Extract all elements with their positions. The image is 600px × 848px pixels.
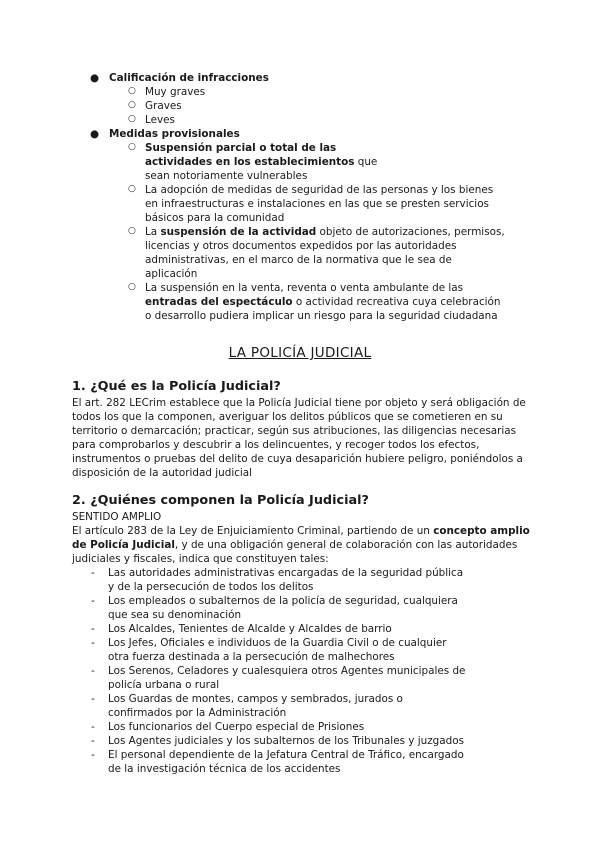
list-item — [0, 748, 468, 776]
list-item-text: objeto de autorizaciones, permisos, licencias y otros documentos expedidos por las autoridades administrativas, en el marco de la normativa que le sea de aplicación — [145, 226, 505, 280]
list-item — [0, 281, 505, 323]
list-item — [0, 594, 468, 622]
circle-bullet-icon: ○ — [128, 282, 136, 292]
section-2-intro — [72, 524, 534, 566]
list-item — [0, 692, 468, 720]
section-1-paragraph: El art. 282 LECrim establece que la Policía Judicial tiene por objeto y será obligación de todos los que la componen, averiguar los delitos públicos que se cometieren en su territorio o demarcación; practicar, según sus atribuciones, las diligencias necesarias para comprobarlos y descubrir a los delincuentes, y recoger todos los efectos, instrumentos o pruebas del delito de cuya desaparición hubiere peligro, poniéndolos a disposición de la autoridad judicial — [72, 397, 526, 479]
list-item — [0, 85, 505, 99]
list-item — [0, 225, 505, 281]
circle-bullet-icon: ○ — [128, 142, 136, 152]
policia-judicial-list — [0, 566, 600, 776]
list-item-text: Muy graves — [145, 86, 206, 98]
dash-bullet-icon: - — [91, 721, 95, 733]
list-item — [0, 113, 505, 127]
list-item-text: Los Guardas de montes, campos y sembrados, jurados o confirmados por la Administración — [108, 693, 403, 719]
list-item-text: Los Serenos, Celadores y cualesquiera otros Agentes municipales de policía urbana o rural — [108, 665, 466, 691]
list-item-text: Los empleados o subalternos de la policía de seguridad, cualquiera que sea su denominación — [108, 595, 458, 621]
list-heading: Medidas provisionales — [109, 128, 240, 140]
circle-bullet-icon: ○ — [128, 100, 136, 110]
list-item-text: La adopción de medidas de seguridad de las personas y los bienes en infraestructuras e instalaciones en las que se presten servicios básicos para la comunidad — [145, 184, 494, 224]
infractions-list — [0, 71, 600, 323]
list-item — [0, 127, 600, 141]
list-item-text: La suspensión en la venta, reventa o venta ambulante de las — [145, 282, 464, 294]
dash-bullet-icon: - — [91, 623, 95, 635]
bold-text: entradas del espectáculo — [145, 296, 293, 308]
dash-bullet-icon: - — [91, 637, 95, 649]
dash-bullet-icon: - — [91, 595, 95, 607]
list-item — [0, 664, 468, 692]
dash-bullet-icon: - — [91, 749, 95, 761]
intro-text: , y de una obligación general de colaboración con las autoridades judiciales y fiscales, indica que constituyen tales: — [72, 539, 518, 565]
dash-bullet-icon: - — [91, 735, 95, 747]
list-item — [0, 622, 468, 636]
list-item — [0, 71, 600, 85]
list-item-text: o actividad recreativa cuya celebración o desarrollo pudiera implicar un riesgo para la seguridad ciudadana — [145, 296, 501, 322]
list-item-text: que sean notoriamente vulnerables — [145, 156, 378, 182]
list-item-text: Los Agentes judiciales y los subalternos de los Tribunales y juzgados — [108, 735, 465, 747]
bold-text: concepto amplio de Policía Judicial — [72, 525, 530, 551]
list-item-text: El personal dependiente de la Jefatura Central de Tráfico, encargado de la investigación técnica de los accidentes — [108, 749, 464, 775]
bold-text: suspensión de la actividad — [160, 226, 317, 238]
list-item-text: Leves — [145, 114, 175, 126]
circle-bullet-icon: ○ — [128, 226, 136, 236]
bullet-icon: ● — [90, 128, 100, 140]
list-item-text: Graves — [145, 100, 182, 112]
list-item — [0, 566, 468, 594]
section-1-heading: 1. ¿Qué es la Policía Judicial? — [72, 379, 281, 394]
bullet-icon: ● — [90, 72, 100, 84]
section-2-subheading: SENTIDO AMPLIO — [72, 511, 162, 523]
list-heading: Calificación de infracciones — [109, 72, 269, 84]
list-item-text: Los Alcaldes, Tenientes de Alcalde y Alcaldes de barrio — [108, 623, 392, 635]
section-2-heading: 2. ¿Quiénes componen la Policía Judicial? — [72, 493, 369, 508]
dash-bullet-icon: - — [91, 665, 95, 677]
list-item — [0, 720, 468, 734]
list-item-text: Los funcionarios del Cuerpo especial de Prisiones — [108, 721, 365, 733]
list-item — [0, 99, 505, 113]
list-item — [0, 734, 468, 748]
list-item — [0, 141, 395, 183]
page-title: LA POLICÍA JUDICIAL — [228, 345, 372, 361]
list-item-text: Las autoridades administrativas encargadas de la seguridad pública y de la persecución de todos los delitos — [108, 567, 464, 593]
intro-text: El artículo 283 de la Ley de Enjuiciamiento Criminal, partiendo de un — [72, 525, 434, 537]
list-item-text: Los Jefes, Oficiales e individuos de la Guardia Civil o de cualquier otra fuerza destinada a la persecución de malhechores — [108, 637, 447, 663]
dash-bullet-icon: - — [91, 693, 95, 705]
circle-bullet-icon: ○ — [128, 184, 136, 194]
list-item-text: La — [145, 226, 161, 238]
list-item — [0, 183, 505, 225]
dash-bullet-icon: - — [91, 567, 95, 579]
circle-bullet-icon: ○ — [128, 114, 136, 124]
bold-text: Suspensión parcial o total de las actividades en los establecimientos — [145, 142, 355, 168]
list-item — [0, 636, 468, 664]
circle-bullet-icon: ○ — [128, 86, 136, 96]
